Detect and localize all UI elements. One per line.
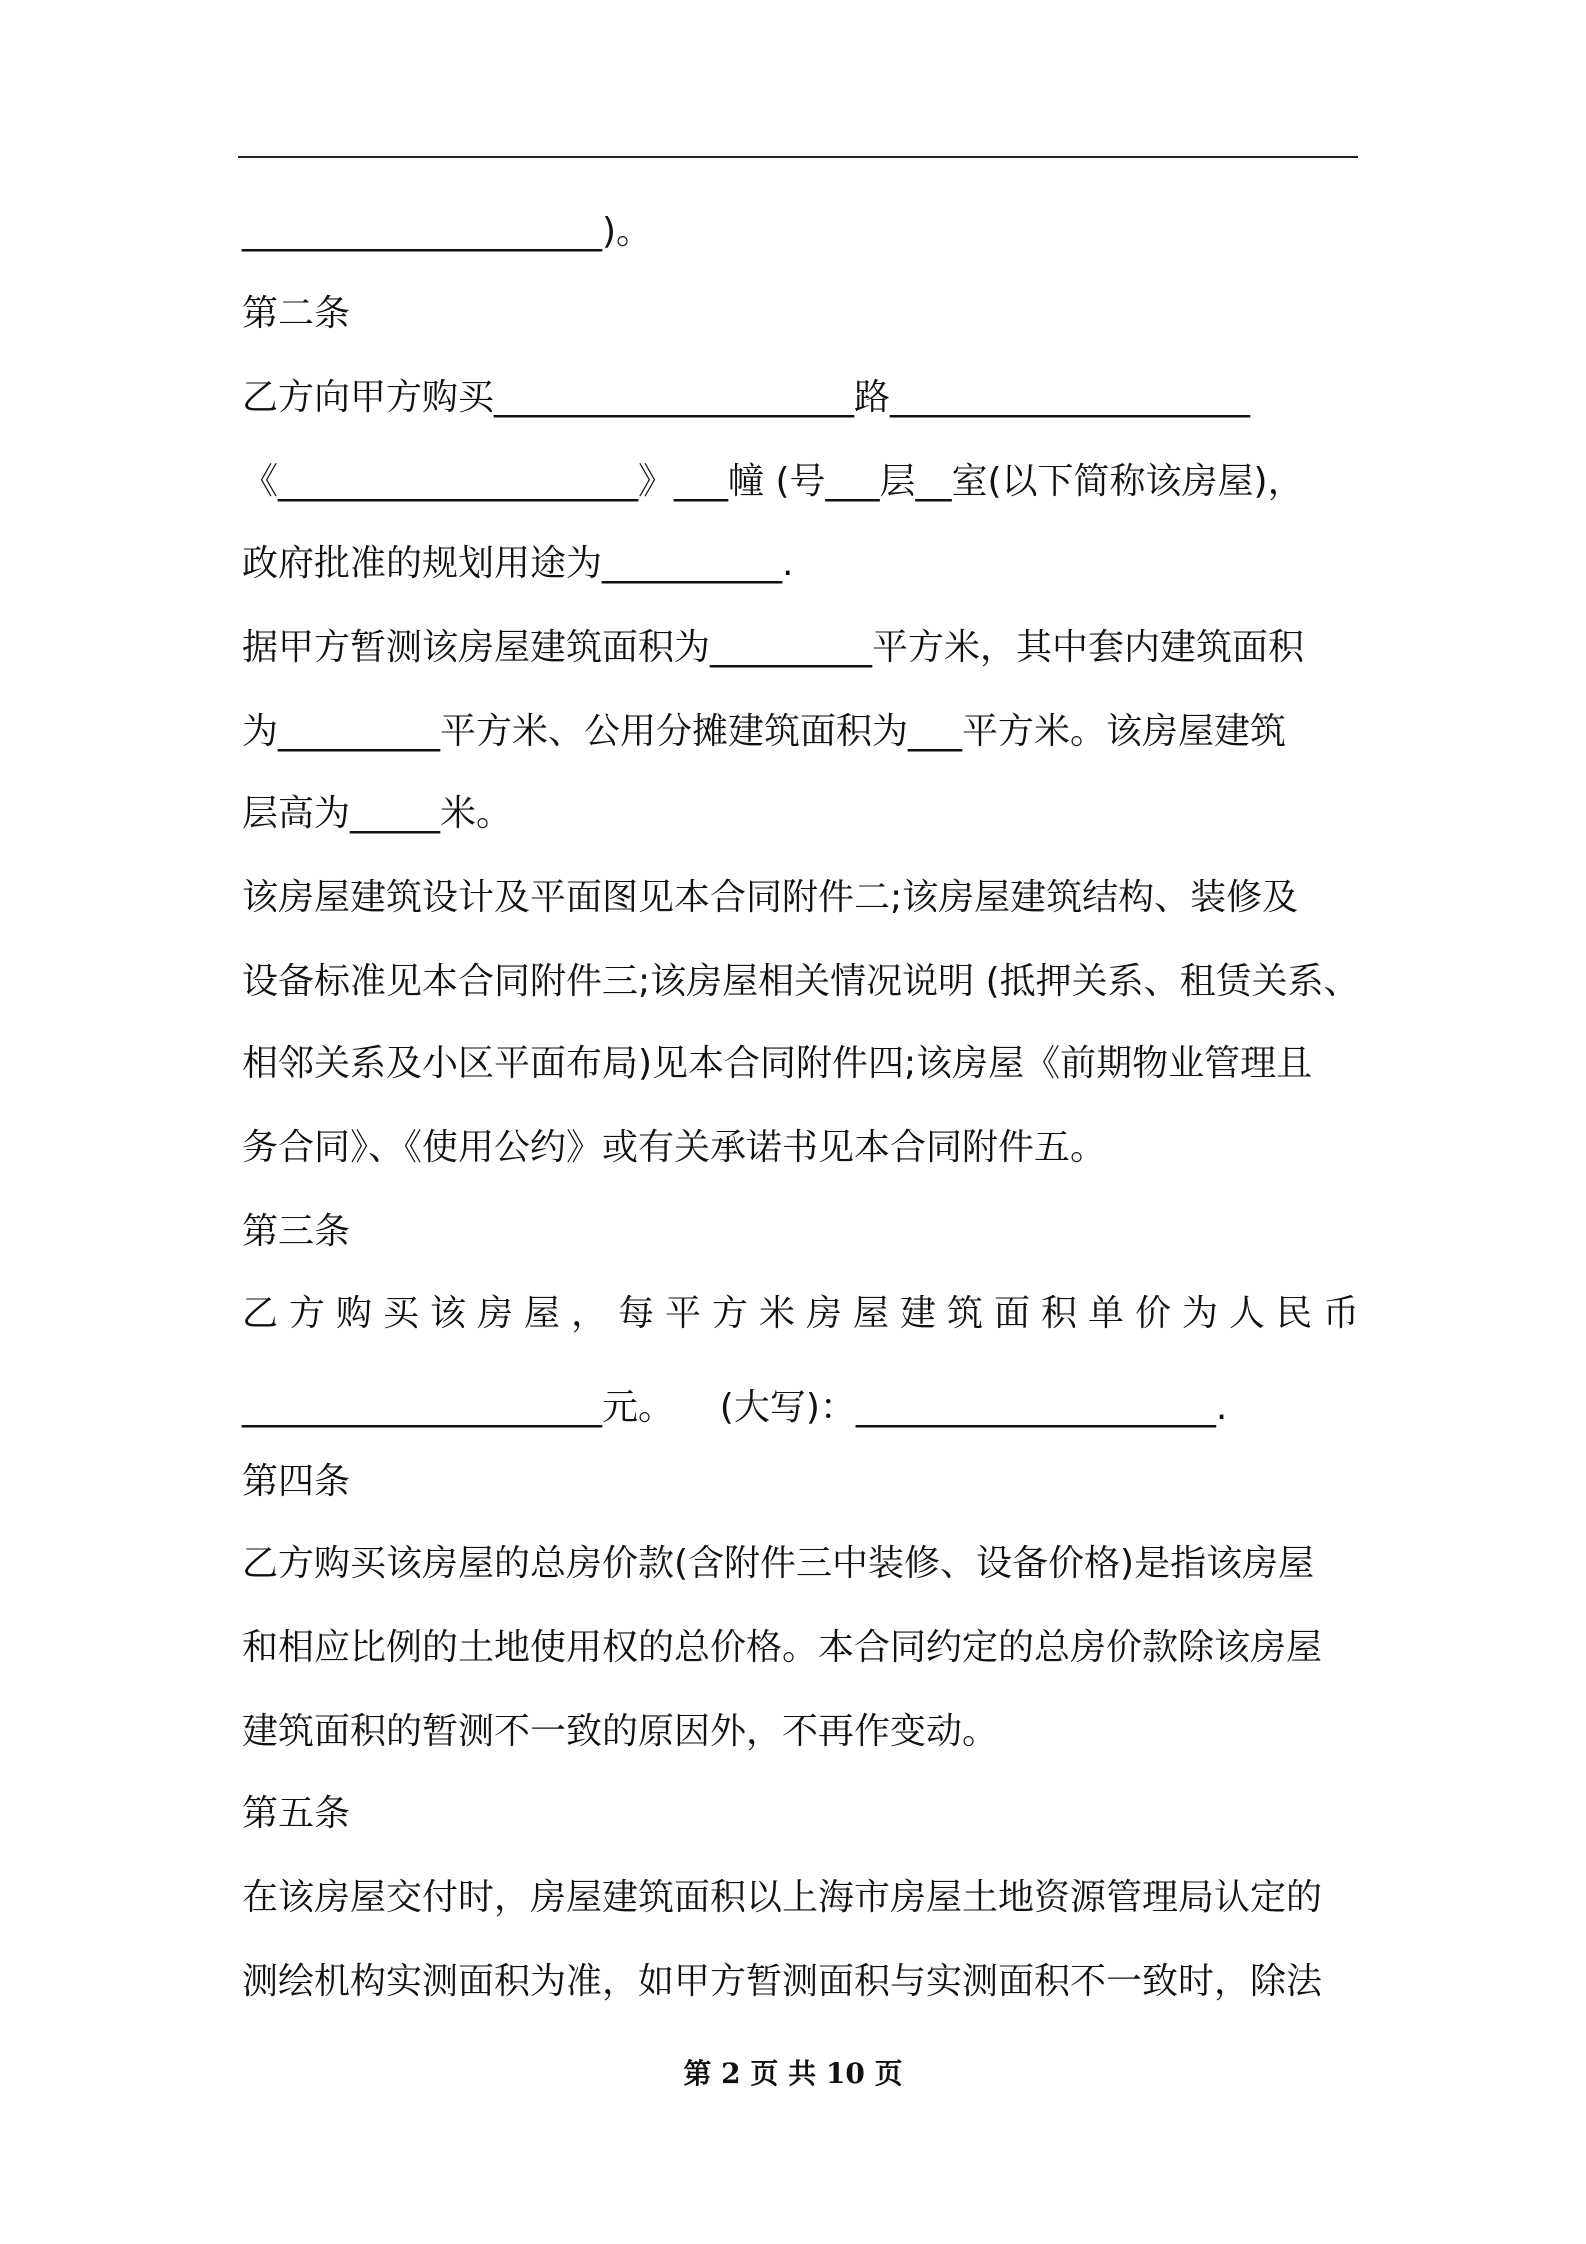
text-line: 该房屋建筑设计及平面图见本合同附件二;该房屋建筑结构、装修及 (242, 877, 1299, 918)
text-line: 为_________平方米、公用分摊建筑面积为___平方米。该房屋建筑 (242, 711, 1287, 752)
top-rule (238, 156, 1358, 158)
article-heading: 第五条 (242, 1793, 351, 1834)
text-line: 乙方购买该房屋的总房价款(含附件三中装修、设备价格)是指该房屋 (242, 1543, 1315, 1584)
text-line: 政府批准的规划用途为__________. (242, 543, 794, 584)
text-line: 务合同》、《使用公约》或有关承诺书见本合同附件五。 (242, 1127, 1107, 1168)
article-heading: 第三条 (242, 1211, 351, 1252)
text-line: 和相应比例的土地使用权的总价格。本合同约定的总房价款除该房屋 (242, 1627, 1323, 1668)
text-line: 相邻关系及小区平面布局)见本合同附件四;该房屋《前期物业管理且 (242, 1043, 1313, 1084)
text-line: ____________________)。 (242, 211, 653, 252)
text-line: 据甲方暂测该房屋建筑面积为_________平方米，其中套内建筑面积 (242, 627, 1305, 668)
text-line: 建筑面积的暂测不一致的原因外，不再作变动。 (242, 1711, 999, 1752)
text-line: 层高为_____米。 (242, 793, 513, 834)
text-line: 乙方向甲方购买____________________路____________________ (242, 377, 1251, 418)
text-line: 设备标准见本合同附件三;该房屋相关情况说明 (抵押关系、租赁关系、 (242, 961, 1360, 1002)
article-heading: 第四条 (242, 1461, 351, 1502)
text-line: 测绘机构实测面积为准，如甲方暂测面积与实测面积不一致时，除法 (242, 1961, 1323, 2002)
text-line: 乙方购买该房屋，每平方米房屋建筑面积单价为人民币 (242, 1293, 1371, 1334)
page-number-footer: 第 2 页 共 10 页 (683, 2057, 903, 2090)
article-heading: 第二条 (242, 293, 351, 334)
text-line: ____________________元。 (大写)：____________________. (242, 1387, 1228, 1428)
text-line: 《____________________》___幢 (号___层__室(以下简称该房屋)， (242, 461, 1304, 502)
text-line: 在该房屋交付时，房屋建筑面积以上海市房屋土地资源管理局认定的 (242, 1877, 1323, 1918)
